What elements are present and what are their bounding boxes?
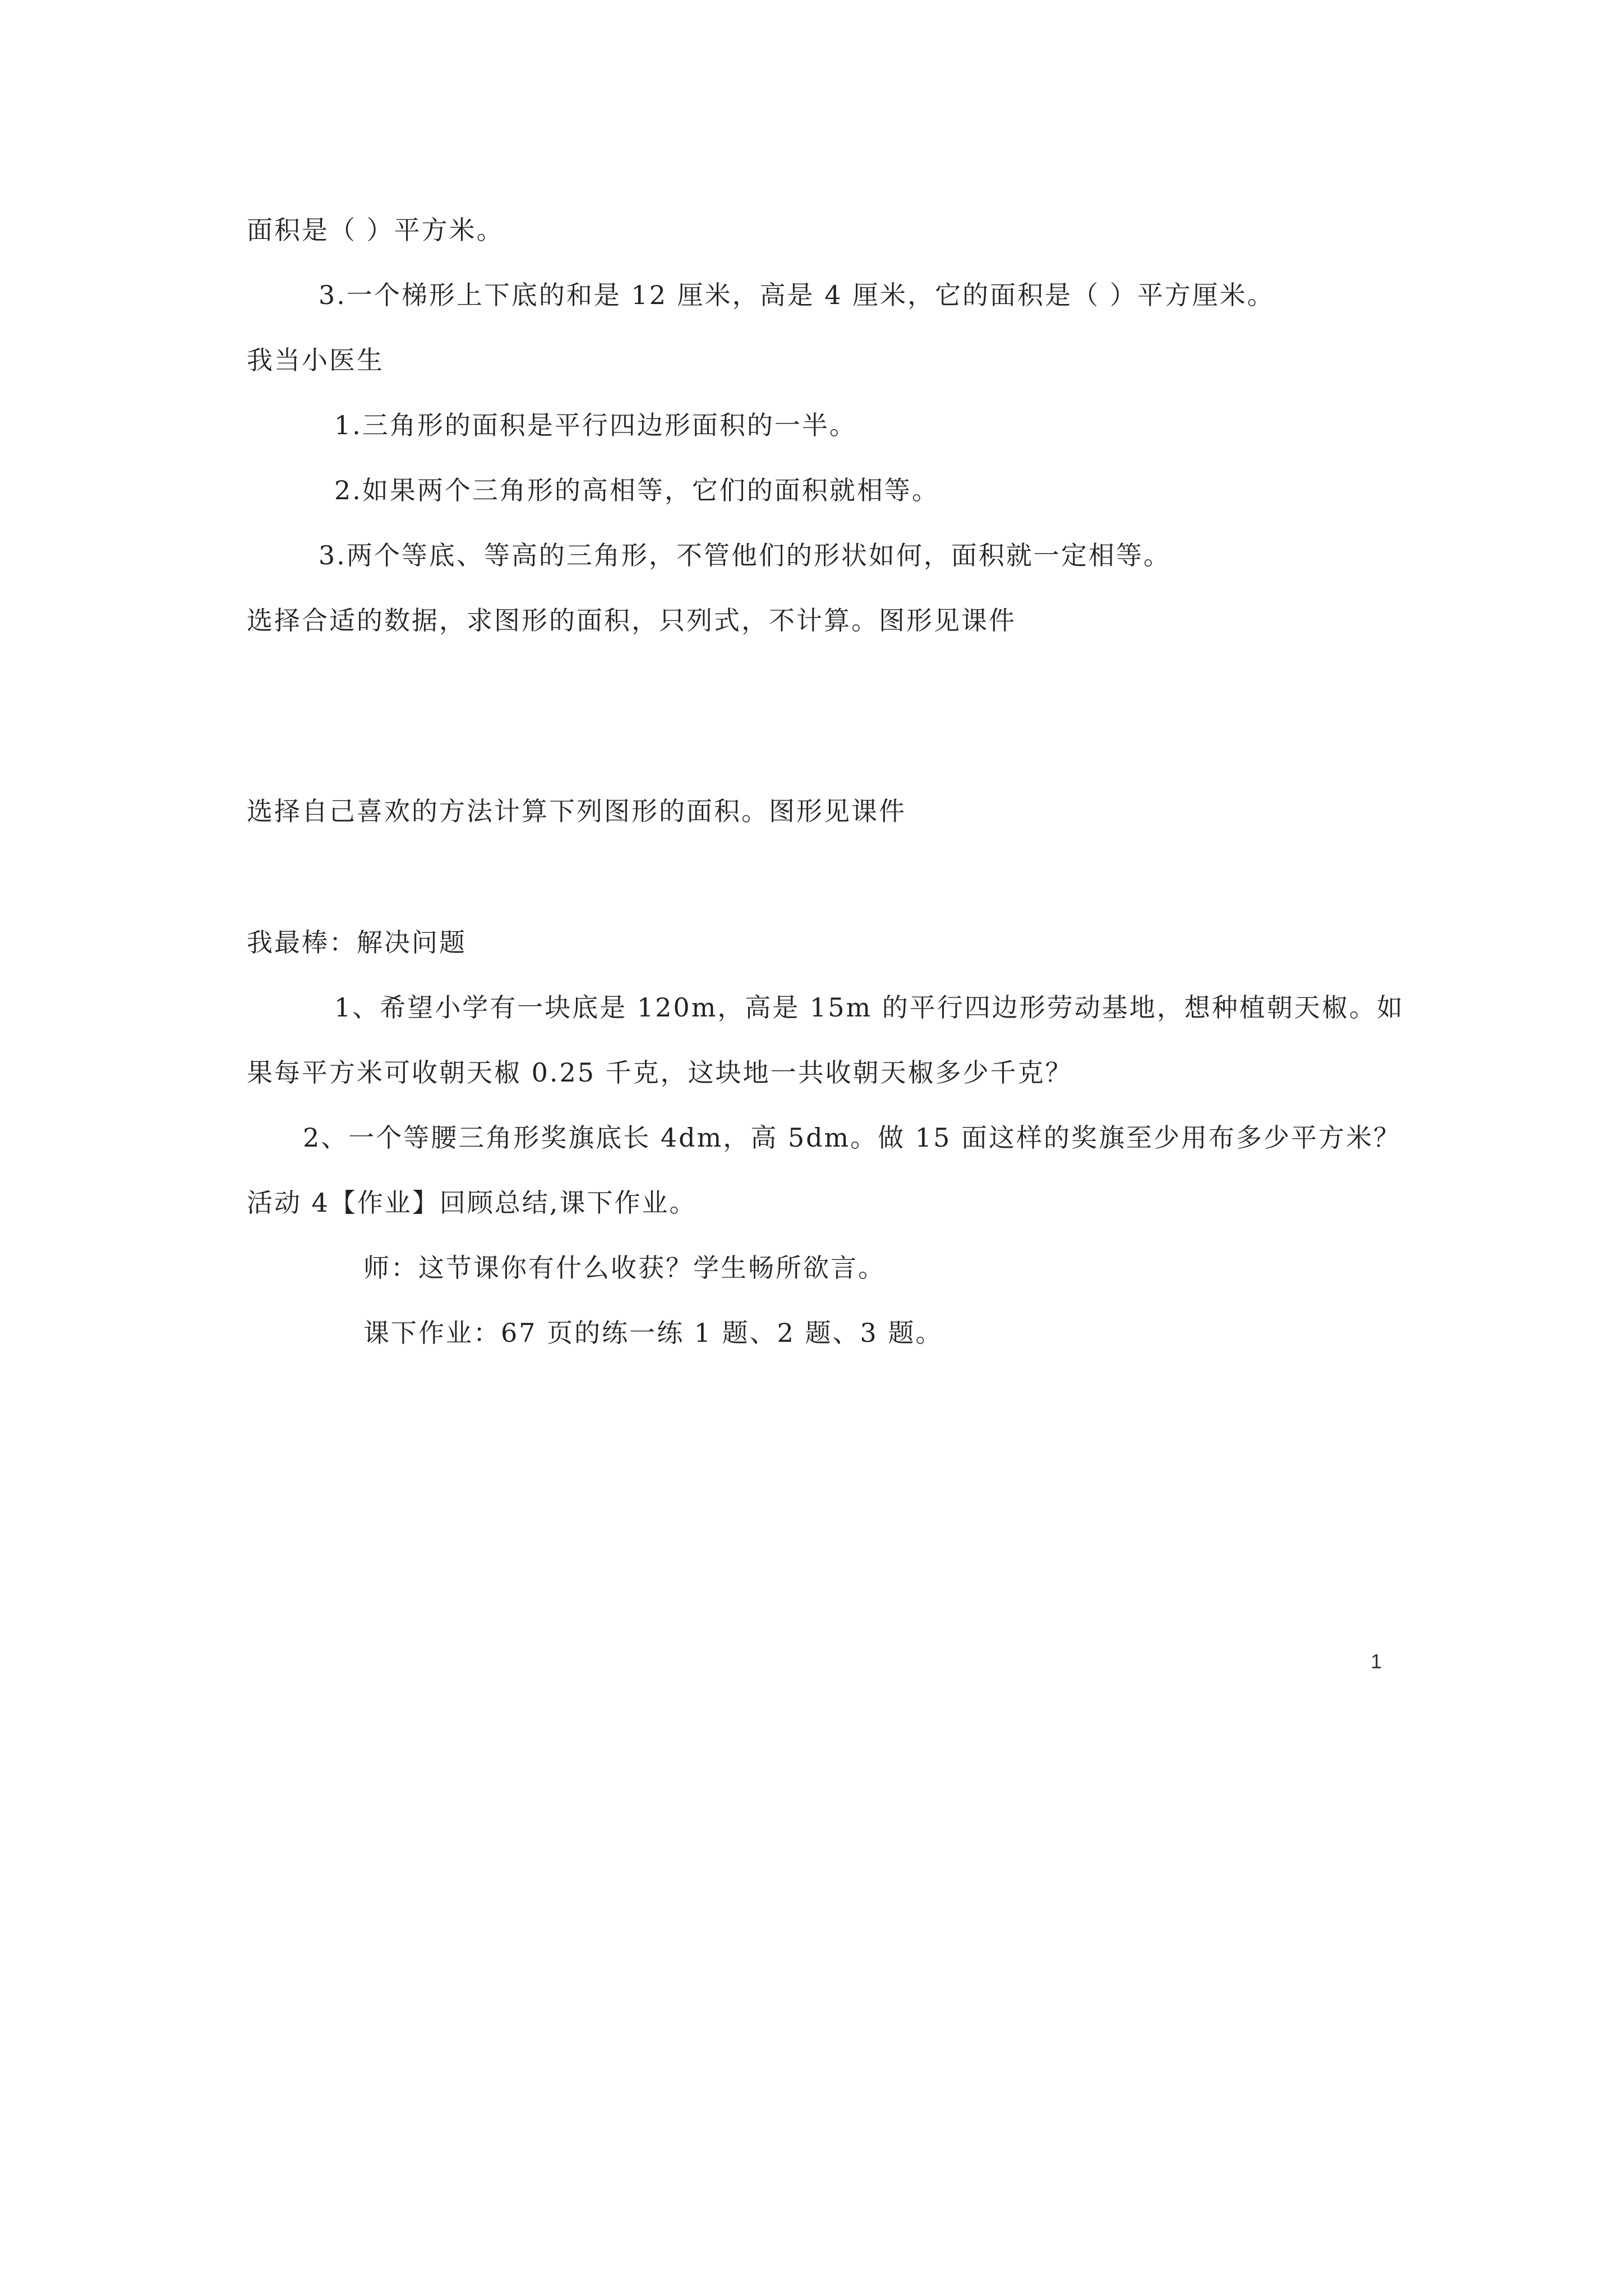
page-number: 1 bbox=[1371, 1650, 1382, 1673]
judgement-item-3: 3.两个等底、等高的三角形，不管他们的形状如何，面积就一定相等。 bbox=[319, 540, 1171, 570]
problem-1-line-2: 果每平方米可收朝天椒 0.25 千克，这块地一共收朝天椒多少千克？ bbox=[247, 1057, 1073, 1088]
choose-method-instruction: 选择自己喜欢的方法计算下列图形的面积。图形见课件 bbox=[247, 796, 906, 826]
fill-blank-area-line: 面积是（ ）平方米。 bbox=[247, 215, 504, 245]
section-heading-problem-solving: 我最棒：解决问题 bbox=[247, 927, 467, 958]
judgement-item-1: 1.三角形的面积是平行四边形面积的一半。 bbox=[334, 410, 857, 440]
section-heading-little-doctor: 我当小医生 bbox=[247, 345, 384, 375]
activity-4-heading: 活动 4【作业】回顾总结,课下作业。 bbox=[247, 1188, 697, 1218]
homework-assignment: 课下作业：67 页的练一练 1 题、2 题、3 题。 bbox=[363, 1318, 943, 1348]
judgement-item-2: 2.如果两个三角形的高相等，它们的面积就相等。 bbox=[334, 475, 939, 505]
question-3-trapezoid-area: 3.一个梯形上下底的和是 12 厘米，高是 4 厘米，它的面积是（ ）平方厘米。 bbox=[319, 280, 1275, 310]
problem-2: 2、一个等腰三角形奖旗底长 4dm，高 5dm。做 15 面这样的奖旗至少用布多少平方米？ bbox=[303, 1122, 1401, 1153]
problem-1-line-1: 1、希望小学有一块底是 120m，高是 15m 的平行四边形劳动基地，想种植朝天椒。如 bbox=[334, 992, 1404, 1023]
choose-data-instruction: 选择合适的数据，求图形的面积，只列式，不计算。图形见课件 bbox=[247, 605, 1016, 636]
teacher-remark: 师：这节课你有什么收获？学生畅所欲言。 bbox=[363, 1253, 886, 1283]
